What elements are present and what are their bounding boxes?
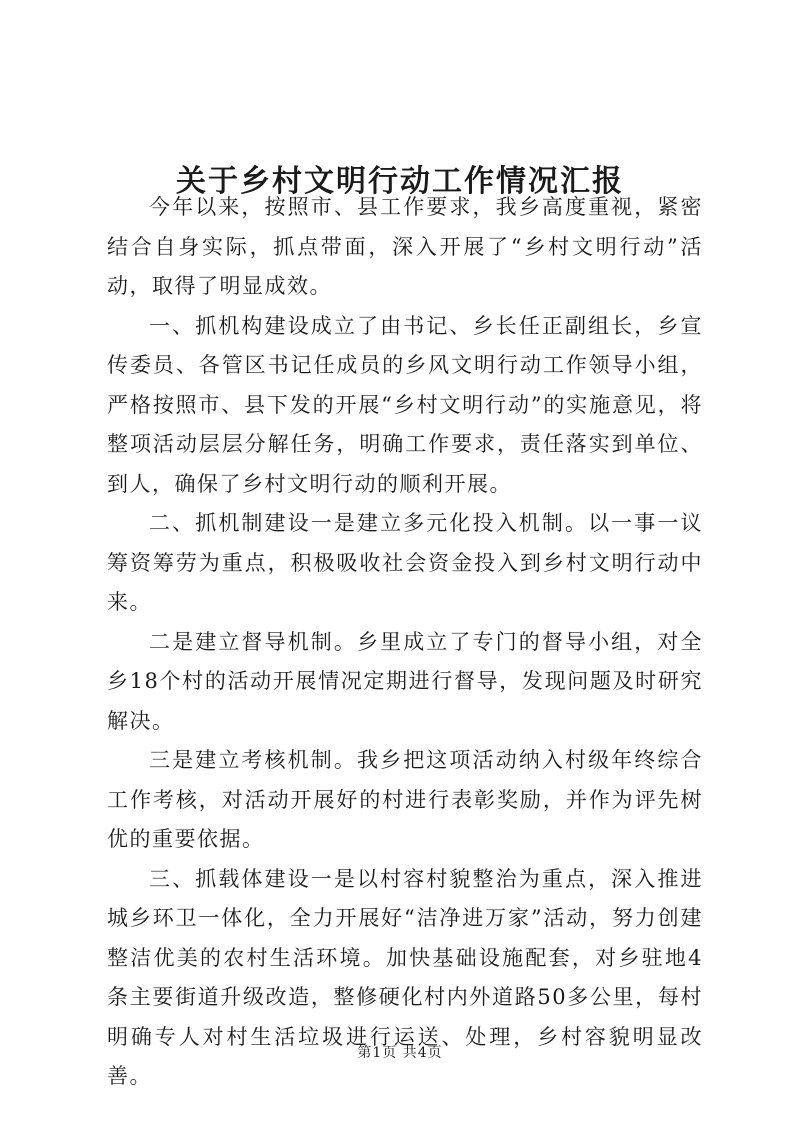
paragraph-mechanism-investment: 二、抓机制建设一是建立多元化投入机制。以一事一议筹资筹劳为重点，积极吸收社会资金投入到乡村文明行动中来。 [107, 511, 703, 614]
paragraph-carrier-construction: 三、抓载体建设一是以村容村貌整治为重点，深入推进城乡环卫一体化，全力开展好“洁净进万家”活动，努力创建整洁优美的农村生活环境。加快基础设施配套，对乡驻地4条主要街道升级改造，整修硬化村内外道路50多公里，每村明确专人对村生活垃圾进行运送、处理，乡村容貌明显改善。 [107, 866, 703, 1088]
page-number-footer: 第1页 共4页 [357, 1045, 443, 1061]
document-title: 关于乡村文明行动工作情况汇报 [176, 164, 624, 200]
document-body [107, 188, 703, 1097]
paragraph-organization: 一、抓机构建设成立了由书记、乡长任正副组长，乡宣传委员、各管区书记任成员的乡风文明行动工作领导小组，严格按照市、县下发的开展“乡村文明行动”的实施意见，将整项活动层层分解任务，明确工作要求，责任落实到单位、到人，确保了乡村文明行动的顺利开展。 [107, 313, 703, 496]
paragraph-intro: 今年以来，按照市、县工作要求，我乡高度重视，紧密结合自身实际，抓点带面，深入开展了“乡村文明行动”活动，取得了明显成效。 [107, 195, 703, 298]
paragraph-mechanism-assessment: 三是建立考核机制。我乡把这项活动纳入村级年终综合工作考核，对活动开展好的村进行表彰奖励，并作为评先树优的重要依据。 [107, 748, 703, 851]
paragraph-mechanism-supervision: 二是建立督导机制。乡里成立了专门的督导小组，对全乡18个村的活动开展情况定期进行督导，发现问题及时研究解决。 [107, 629, 703, 733]
